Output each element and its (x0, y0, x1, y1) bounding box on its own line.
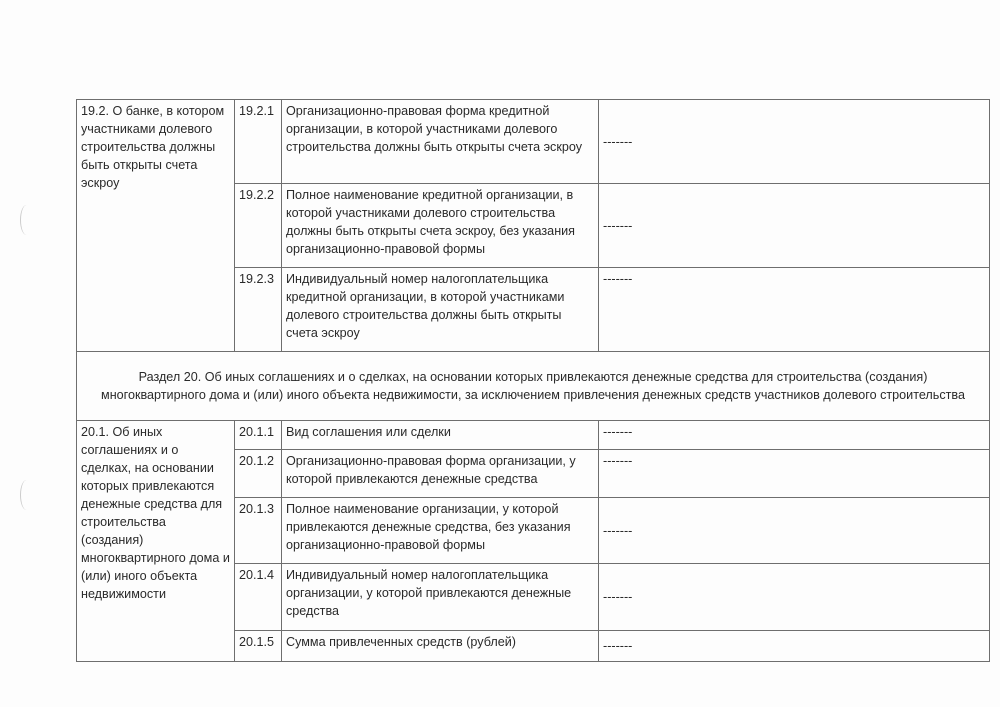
row-value: ------- (599, 450, 990, 498)
row-label: Организационно-правовая форма организации, у которой привлекаются денежные средства (282, 450, 599, 498)
row-label: Вид соглашения или сделки (282, 421, 599, 450)
row-number: 20.1.1 (235, 421, 282, 450)
row-label: Организационно-правовая форма кредитной организации, в которой участниками долевого строительства должны быть открыты счета эскроу (282, 100, 599, 184)
row-value: ------- (599, 498, 990, 564)
section-20-heading: Раздел 20. Об иных соглашениях и о сделках, на основании которых привлекаются денежные средства для строительства (создания) многоквартирного дома и (или) иного объекта недвижимости, за исключением привлечения денежных средств участников долевого строительства (77, 352, 990, 421)
row-number: 19.2.3 (235, 268, 282, 352)
row-label: Индивидуальный номер налогоплательщика кредитной организации, в которой участниками долевого строительства должны быть открыты счета эскроу (282, 268, 599, 352)
row-value: ------- (599, 268, 990, 352)
block-20-1-title: 20.1. Об иных соглашениях и о сделках, на основании которых привлекаются денежные средства для строительства (создания) многоквартирного дома и (или) иного объекта недвижимости (77, 421, 235, 662)
row-number: 19.2.1 (235, 100, 282, 184)
row-value: ------- (599, 564, 990, 631)
disclosure-table (76, 99, 990, 662)
row-value: ------- (599, 631, 990, 662)
row-value: ------- (599, 421, 990, 450)
section-header-row (77, 352, 990, 421)
row-label: Полное наименование кредитной организации, в которой участниками долевого строительства должны быть открыты счета эскроу, без указания организационно-правовой формы (282, 184, 599, 268)
scan-mark (20, 205, 33, 235)
row-number: 20.1.3 (235, 498, 282, 564)
row-value: ------- (599, 100, 990, 184)
scan-mark (20, 480, 33, 510)
row-number: 20.1.2 (235, 450, 282, 498)
table-row (77, 421, 990, 450)
block-19-2-title: 19.2. О банке, в котором участниками долевого строительства должны быть открыты счета эскроу (77, 100, 235, 352)
table-row (77, 100, 990, 184)
row-value: ------- (599, 184, 990, 268)
row-label: Полное наименование организации, у которой привлекаются денежные средства, без указания организационно-правовой формы (282, 498, 599, 564)
row-number: 20.1.5 (235, 631, 282, 662)
row-label: Индивидуальный номер налогоплательщика организации, у которой привлекаются денежные средства (282, 564, 599, 631)
row-label: Сумма привлеченных средств (рублей) (282, 631, 599, 662)
row-number: 20.1.4 (235, 564, 282, 631)
row-number: 19.2.2 (235, 184, 282, 268)
